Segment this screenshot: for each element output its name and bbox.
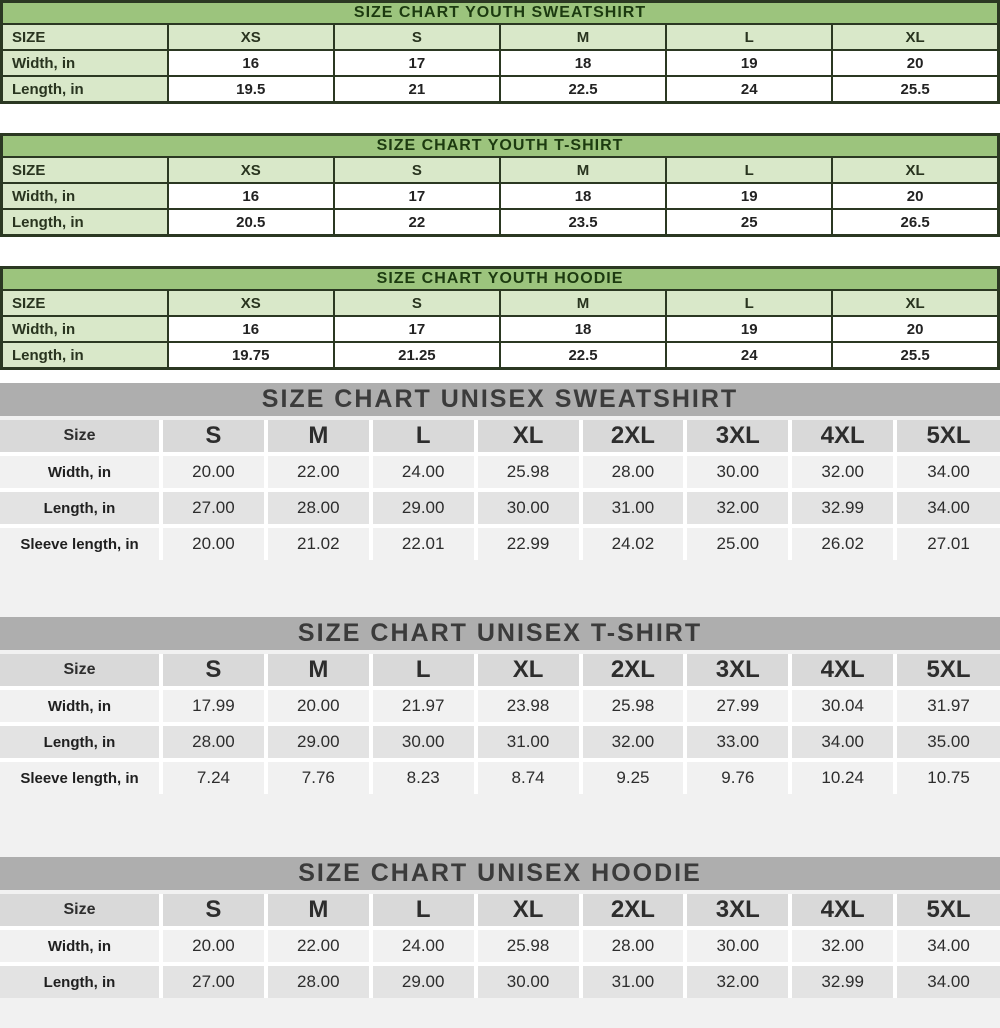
size-column-header: M: [266, 420, 371, 454]
measurement-value: 27.00: [161, 964, 266, 998]
measurement-value: 32.99: [790, 490, 895, 526]
measurement-value: 25.98: [581, 688, 686, 724]
measurement-value: 34.00: [895, 964, 1000, 998]
measurement-value: 8.74: [476, 760, 581, 794]
measurement-value: 32.00: [581, 724, 686, 760]
measurement-value: 31.97: [895, 688, 1000, 724]
youth-sweatshirt-table: [0, 0, 1000, 104]
size-label-header: Size: [0, 894, 161, 928]
size-label-header: SIZE: [2, 157, 168, 183]
measurement-value: 22.00: [266, 454, 371, 490]
measurement-value: 21.97: [371, 688, 476, 724]
size-column-header: XL: [476, 654, 581, 688]
measurement-value: 18: [500, 50, 666, 76]
measurement-value: 25.00: [685, 526, 790, 560]
size-column-header: XL: [476, 894, 581, 928]
measurement-value: 10.24: [790, 760, 895, 794]
table-row: [0, 724, 1000, 760]
table-row: [2, 76, 999, 103]
size-column-header: M: [500, 290, 666, 316]
measurement-value: 29.00: [266, 724, 371, 760]
measurement-value: 24.00: [371, 454, 476, 490]
measurement-value: 20.00: [161, 928, 266, 964]
measurement-value: 25.98: [476, 928, 581, 964]
youth-size-charts-section: [0, 0, 1000, 370]
measurement-value: 18: [500, 183, 666, 209]
youth-tshirt-table: [0, 133, 1000, 237]
unisex-sweatshirt-chart: [0, 383, 1000, 560]
size-column-header: 2XL: [581, 420, 686, 454]
size-column-header: XS: [168, 157, 334, 183]
size-label-header: Size: [0, 654, 161, 688]
table-row: [2, 50, 999, 76]
measurement-value: 19: [666, 50, 832, 76]
row-label: Length, in: [0, 724, 161, 760]
measurement-value: 20.00: [161, 454, 266, 490]
table-row: [0, 760, 1000, 794]
measurement-value: 31.00: [581, 964, 686, 998]
measurement-value: 19.75: [168, 342, 334, 369]
measurement-value: 27.99: [685, 688, 790, 724]
row-label: Length, in: [0, 490, 161, 526]
measurement-value: 23.98: [476, 688, 581, 724]
table-row: [0, 526, 1000, 560]
measurement-value: 22.00: [266, 928, 371, 964]
size-column-header: XL: [832, 157, 998, 183]
measurement-value: 22.5: [500, 76, 666, 103]
measurement-value: 32.99: [790, 964, 895, 998]
unisex-hoodie-table: [0, 894, 1000, 998]
measurement-value: 7.24: [161, 760, 266, 794]
measurement-value: 31.00: [476, 724, 581, 760]
size-column-header: XS: [168, 24, 334, 50]
size-label-header: Size: [0, 420, 161, 454]
row-label: Width, in: [2, 50, 168, 76]
measurement-value: 22: [334, 209, 500, 236]
measurement-value: 20.5: [168, 209, 334, 236]
measurement-value: 25.5: [832, 76, 998, 103]
size-column-header: M: [500, 24, 666, 50]
measurement-value: 20: [832, 183, 998, 209]
measurement-value: 24: [666, 342, 832, 369]
size-column-header: S: [334, 157, 500, 183]
measurement-value: 30.00: [685, 454, 790, 490]
measurement-value: 32.00: [685, 964, 790, 998]
size-column-header: M: [266, 654, 371, 688]
measurement-value: 28.00: [266, 964, 371, 998]
row-label: Length, in: [0, 964, 161, 998]
measurement-value: 20: [832, 50, 998, 76]
size-column-header: L: [666, 290, 832, 316]
measurement-value: 22.99: [476, 526, 581, 560]
measurement-value: 30.04: [790, 688, 895, 724]
measurement-value: 22.01: [371, 526, 476, 560]
table-title: SIZE CHART YOUTH HOODIE: [2, 268, 999, 291]
measurement-value: 21: [334, 76, 500, 103]
measurement-value: 20.00: [266, 688, 371, 724]
size-column-header: M: [266, 894, 371, 928]
row-label: Width, in: [0, 454, 161, 490]
size-column-header: L: [371, 420, 476, 454]
measurement-value: 18: [500, 316, 666, 342]
measurement-value: 17: [334, 50, 500, 76]
measurement-value: 25.5: [832, 342, 998, 369]
size-column-header: 2XL: [581, 654, 686, 688]
size-column-header: L: [371, 654, 476, 688]
size-column-header: XS: [168, 290, 334, 316]
measurement-value: 9.76: [685, 760, 790, 794]
measurement-value: 34.00: [895, 490, 1000, 526]
measurement-value: 23.5: [500, 209, 666, 236]
size-column-header: L: [666, 157, 832, 183]
measurement-value: 21.25: [334, 342, 500, 369]
measurement-value: 26.5: [832, 209, 998, 236]
measurement-value: 34.00: [895, 928, 1000, 964]
size-column-header: XL: [832, 290, 998, 316]
measurement-value: 30.00: [476, 964, 581, 998]
measurement-value: 21.02: [266, 526, 371, 560]
measurement-value: 17.99: [161, 688, 266, 724]
size-column-header: XL: [832, 24, 998, 50]
table-row: [0, 490, 1000, 526]
measurement-value: 16: [168, 183, 334, 209]
table-title: SIZE CHART YOUTH T-SHIRT: [2, 135, 999, 158]
measurement-value: 17: [334, 316, 500, 342]
measurement-value: 24.02: [581, 526, 686, 560]
size-column-header: S: [161, 894, 266, 928]
measurement-value: 24: [666, 76, 832, 103]
measurement-value: 34.00: [790, 724, 895, 760]
unisex-tshirt-table: [0, 654, 1000, 794]
size-column-header: 5XL: [895, 420, 1000, 454]
row-label: Width, in: [0, 928, 161, 964]
size-column-header: S: [334, 290, 500, 316]
size-column-header: 3XL: [685, 654, 790, 688]
size-column-header: XL: [476, 420, 581, 454]
measurement-value: 19: [666, 183, 832, 209]
measurement-value: 20.00: [161, 526, 266, 560]
row-label: Width, in: [0, 688, 161, 724]
size-column-header: L: [666, 24, 832, 50]
table-row: [2, 316, 999, 342]
size-column-header: L: [371, 894, 476, 928]
size-column-header: 5XL: [895, 894, 1000, 928]
measurement-value: 29.00: [371, 964, 476, 998]
measurement-value: 19: [666, 316, 832, 342]
size-column-header: S: [334, 24, 500, 50]
measurement-value: 28.00: [581, 928, 686, 964]
size-column-header: 4XL: [790, 654, 895, 688]
measurement-value: 34.00: [895, 454, 1000, 490]
measurement-value: 27.01: [895, 526, 1000, 560]
measurement-value: 17: [334, 183, 500, 209]
row-label: Sleeve length, in: [0, 760, 161, 794]
measurement-value: 28.00: [581, 454, 686, 490]
size-column-header: 3XL: [685, 894, 790, 928]
size-column-header: 5XL: [895, 654, 1000, 688]
measurement-value: 20: [832, 316, 998, 342]
size-column-header: 4XL: [790, 894, 895, 928]
measurement-value: 22.5: [500, 342, 666, 369]
size-column-header: S: [161, 654, 266, 688]
table-title-banner: SIZE CHART UNISEX SWEATSHIRT: [0, 383, 1000, 416]
size-label-header: SIZE: [2, 290, 168, 316]
table-row: [2, 209, 999, 236]
measurement-value: 8.23: [371, 760, 476, 794]
measurement-value: 31.00: [581, 490, 686, 526]
table-title: SIZE CHART YOUTH SWEATSHIRT: [2, 2, 999, 25]
row-label: Length, in: [2, 342, 168, 369]
measurement-value: 28.00: [266, 490, 371, 526]
size-column-header: M: [500, 157, 666, 183]
measurement-value: 25: [666, 209, 832, 236]
measurement-value: 33.00: [685, 724, 790, 760]
measurement-value: 7.76: [266, 760, 371, 794]
row-label: Length, in: [2, 209, 168, 236]
measurement-value: 10.75: [895, 760, 1000, 794]
measurement-value: 30.00: [476, 490, 581, 526]
row-label: Sleeve length, in: [0, 526, 161, 560]
measurement-value: 25.98: [476, 454, 581, 490]
measurement-value: 30.00: [371, 724, 476, 760]
table-title-banner: SIZE CHART UNISEX T-SHIRT: [0, 617, 1000, 650]
row-label: Length, in: [2, 76, 168, 103]
table-row: [0, 928, 1000, 964]
size-label-header: SIZE: [2, 24, 168, 50]
unisex-size-charts-section: [0, 383, 1000, 1028]
table-row: [0, 688, 1000, 724]
table-row: [2, 183, 999, 209]
measurement-value: 32.00: [790, 454, 895, 490]
table-title-banner: SIZE CHART UNISEX HOODIE: [0, 857, 1000, 890]
measurement-value: 24.00: [371, 928, 476, 964]
measurement-value: 26.02: [790, 526, 895, 560]
row-label: Width, in: [2, 183, 168, 209]
measurement-value: 35.00: [895, 724, 1000, 760]
size-column-header: 2XL: [581, 894, 686, 928]
unisex-hoodie-chart: [0, 857, 1000, 998]
size-column-header: S: [161, 420, 266, 454]
measurement-value: 28.00: [161, 724, 266, 760]
size-column-header: 4XL: [790, 420, 895, 454]
size-column-header: 3XL: [685, 420, 790, 454]
measurement-value: 30.00: [685, 928, 790, 964]
measurement-value: 9.25: [581, 760, 686, 794]
measurement-value: 32.00: [790, 928, 895, 964]
measurement-value: 16: [168, 316, 334, 342]
measurement-value: 19.5: [168, 76, 334, 103]
table-row: [2, 342, 999, 369]
table-row: [0, 454, 1000, 490]
measurement-value: 16: [168, 50, 334, 76]
row-label: Width, in: [2, 316, 168, 342]
unisex-tshirt-chart: [0, 617, 1000, 794]
youth-hoodie-table: [0, 266, 1000, 370]
measurement-value: 27.00: [161, 490, 266, 526]
table-row: [0, 964, 1000, 998]
measurement-value: 32.00: [685, 490, 790, 526]
measurement-value: 29.00: [371, 490, 476, 526]
unisex-sweatshirt-table: [0, 420, 1000, 560]
